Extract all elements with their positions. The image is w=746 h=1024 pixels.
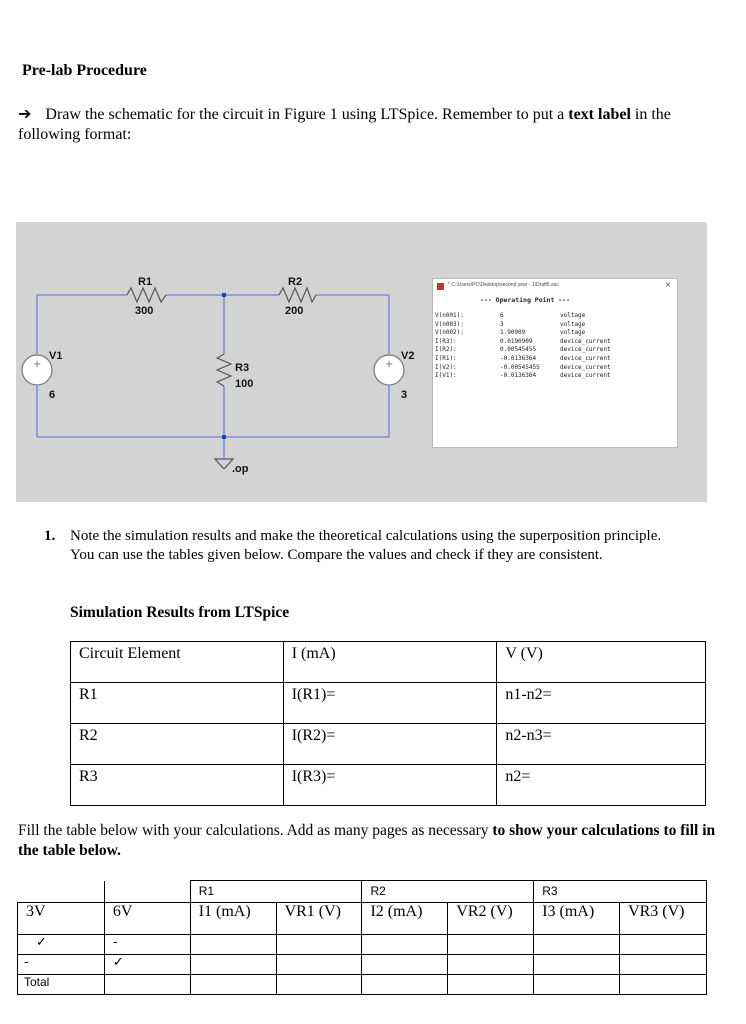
question-number: 1.	[44, 528, 56, 544]
table-cell[interactable]: n1-n2=	[497, 683, 706, 724]
operating-point-name: I(R1):	[435, 354, 457, 362]
operating-point-type: voltage	[560, 312, 586, 319]
page-heading: Pre-lab Procedure	[22, 62, 147, 79]
table-cell[interactable]	[620, 955, 707, 975]
op-label: .op	[232, 463, 249, 475]
operating-point-type: device_current	[560, 372, 611, 380]
table-header-cell: VR2 (V)	[448, 903, 534, 935]
ltspice-app-icon	[437, 283, 444, 290]
operating-point-row	[433, 346, 677, 355]
junction-dot	[222, 435, 226, 439]
figure-1	[16, 222, 707, 502]
operating-point-name: V(n002):	[435, 329, 464, 337]
table-header-cell: 3V	[18, 903, 105, 935]
table-header-cell: V (V)	[497, 642, 706, 683]
operating-point-row	[433, 355, 677, 364]
operating-point-value: -0.0136364	[500, 372, 537, 380]
table-cell[interactable]	[362, 975, 448, 995]
operating-point-name: I(R3):	[435, 337, 457, 345]
r3-name: R3	[235, 362, 250, 374]
group-label-r1: R1	[190, 881, 362, 903]
table-cell[interactable]: n2=	[497, 765, 706, 806]
plus-icon: +	[385, 356, 393, 371]
table-header-cell: I2 (mA)	[362, 903, 448, 935]
table-cell[interactable]	[448, 935, 534, 955]
junction-dot	[222, 293, 226, 297]
table-cell[interactable]: I(R2)=	[283, 724, 497, 765]
table-cell[interactable]	[362, 955, 448, 975]
intro-bold: text label	[568, 106, 631, 123]
table-cell[interactable]: n2-n3=	[497, 724, 706, 765]
operating-point-list	[433, 312, 677, 381]
table-row	[71, 724, 706, 765]
operating-point-name: I(R2):	[435, 346, 457, 354]
window-titlebar[interactable]	[433, 279, 677, 295]
checkmark-cell: ✓	[104, 955, 190, 975]
fill-instructions	[18, 821, 718, 861]
table-group-row	[18, 881, 707, 903]
operating-point-value: 6	[500, 312, 504, 319]
operating-point-window[interactable]	[432, 278, 678, 448]
operating-point-name: V(n001):	[435, 312, 464, 319]
operating-point-row	[433, 372, 677, 381]
table-row	[71, 765, 706, 806]
table-cell[interactable]	[448, 955, 534, 975]
operating-point-row	[433, 364, 677, 373]
dash-cell: -	[104, 935, 190, 955]
calculation-table	[17, 880, 707, 995]
table-header-cell: VR1 (V)	[276, 903, 362, 935]
table-cell[interactable]	[620, 975, 707, 995]
operating-point-type: device_current	[560, 354, 611, 362]
operating-point-type: device_current	[560, 337, 611, 345]
group-label-r2: R2	[362, 881, 534, 903]
table-cell[interactable]	[534, 955, 620, 975]
plus-icon: +	[33, 356, 41, 371]
operating-point-row	[433, 312, 677, 321]
close-icon[interactable]: ×	[665, 280, 671, 291]
fill-text: Fill the table below with your calculations. Add as many pages as necessary	[18, 822, 493, 839]
table-cell[interactable]: R3	[71, 765, 284, 806]
table-cell[interactable]	[104, 975, 190, 995]
arrow-icon: ➔	[18, 104, 32, 123]
operating-point-value: 3	[500, 320, 504, 328]
table-cell[interactable]	[534, 935, 620, 955]
table-header-row	[71, 642, 706, 683]
simulation-results-title: Simulation Results from LTSpice	[70, 604, 290, 621]
operating-point-type: voltage	[560, 329, 586, 337]
table-cell	[18, 881, 105, 903]
ground-icon	[215, 459, 233, 469]
operating-point-value: 0.0190909	[500, 337, 533, 345]
group-label-r3: R3	[534, 881, 707, 903]
r3-resistor-symbol	[217, 354, 231, 386]
operating-point-row	[433, 329, 677, 338]
v1-value: 6	[49, 389, 56, 401]
table-cell[interactable]	[448, 975, 534, 995]
table-cell[interactable]	[190, 955, 276, 975]
table-cell[interactable]	[620, 935, 707, 955]
operating-point-type: voltage	[560, 320, 586, 328]
table-header-cell: 6V	[104, 903, 190, 935]
fill-text-bold: to show your calculations to fill in the table below.	[18, 822, 716, 859]
table-cell[interactable]	[534, 975, 620, 995]
v1-name: V1	[49, 350, 63, 362]
table-cell[interactable]	[362, 935, 448, 955]
table-cell[interactable]	[276, 955, 362, 975]
table-cell[interactable]: I(R3)=	[283, 765, 497, 806]
table-cell[interactable]	[276, 975, 362, 995]
intro-paragraph	[18, 104, 718, 145]
r1-value: 300	[135, 305, 154, 317]
intro-text-end: in the following format:	[18, 106, 671, 143]
operating-point-type: device_current	[560, 363, 611, 371]
simulation-results-table	[70, 641, 706, 806]
table-cell	[104, 881, 190, 903]
table-header-cell: I3 (mA)	[534, 903, 620, 935]
table-row	[18, 955, 707, 975]
table-total-row	[18, 975, 707, 995]
checkmark-cell: ✓	[18, 935, 105, 955]
total-label: Total	[18, 975, 105, 995]
table-header-cell: I1 (mA)	[190, 903, 276, 935]
table-cell[interactable]: I(R1)=	[283, 683, 497, 724]
operating-point-value: -0.00545455	[500, 363, 540, 371]
r1-name: R1	[138, 276, 153, 288]
operating-point-value: -0.0136364	[500, 354, 537, 362]
table-header-cell: Circuit Element	[71, 642, 284, 683]
r2-name: R2	[288, 276, 303, 288]
r3-value: 100	[235, 378, 254, 390]
table-header-cell: I (mA)	[283, 642, 497, 683]
table-header-cell: VR3 (V)	[620, 903, 707, 935]
window-title: * C:\Users\PC\Desktop\second year - 1\Draft5.asc	[448, 282, 559, 288]
operating-point-name: I(V2):	[435, 363, 457, 371]
operating-point-row	[433, 338, 677, 347]
r2-value: 200	[285, 305, 304, 317]
r1-resistor-symbol	[127, 288, 166, 302]
dash-cell: -	[18, 955, 105, 975]
question-text: Note the simulation results and make the theoretical calculations using the superposition principle. You can use the tables given below. Compare the values and check if they are consistent.	[70, 528, 662, 563]
operating-point-name: V(n003):	[435, 320, 464, 328]
operating-point-row	[433, 321, 677, 330]
table-row	[71, 683, 706, 724]
r2-resistor-symbol	[279, 288, 316, 302]
operating-point-value: 1.90909	[500, 329, 526, 337]
table-header-row	[18, 903, 707, 935]
v2-name: V2	[401, 350, 415, 362]
table-cell[interactable]	[190, 975, 276, 995]
table-cell[interactable]: R1	[71, 683, 284, 724]
operating-point-value: 0.00545455	[500, 346, 537, 354]
table-cell[interactable]: R2	[71, 724, 284, 765]
operating-point-header: --- Operating Point ---	[480, 296, 571, 304]
intro-text: Draw the schematic for the circuit in Figure 1 using LTSpice. Remember to put a	[45, 106, 569, 123]
v2-value: 3	[401, 389, 408, 401]
operating-point-name: I(V1):	[435, 372, 457, 380]
table-cell[interactable]	[276, 935, 362, 955]
operating-point-type: device_current	[560, 346, 611, 354]
table-row	[18, 935, 707, 955]
table-cell[interactable]	[190, 935, 276, 955]
question-1	[44, 527, 684, 565]
